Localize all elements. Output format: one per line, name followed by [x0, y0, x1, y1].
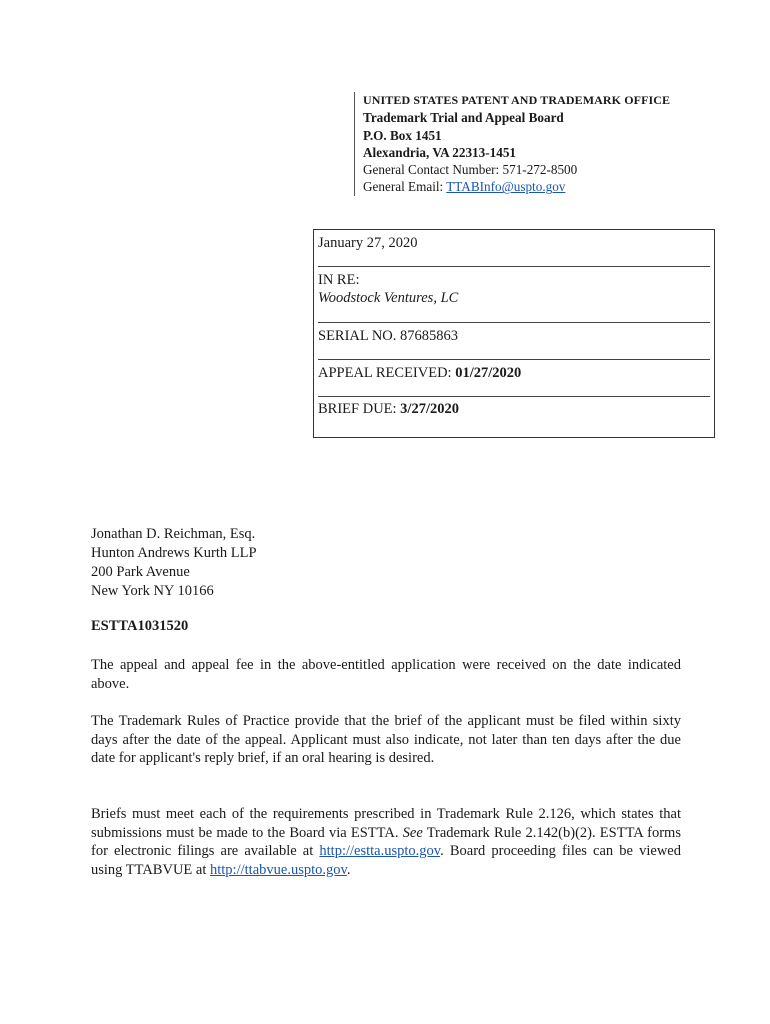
office-name: UNITED STATES PATENT AND TRADEMARK OFFICE: [363, 93, 671, 107]
divider: [318, 322, 710, 323]
divider: [318, 266, 710, 267]
po-box: P.O. Box 1451: [363, 127, 442, 143]
brief-due: [318, 400, 710, 418]
brief-label: BRIEF DUE:: [318, 401, 401, 417]
see-text: See: [402, 824, 423, 841]
contact-number: General Contact Number: 571-272-8500: [363, 162, 578, 178]
paragraph-appeal-received: The appeal and appeal fee in the above-entitled application were received on the date indicated above.: [91, 657, 681, 692]
requirements-text-3: . Board proceeding files can be viewed using TTABVUE at: [91, 843, 681, 878]
brief-date: 3/27/2020: [400, 401, 459, 417]
requirements-text: Briefs must meet each of the requirements prescribed in Trademark Rule 2.126, which states that submissions must be made to the Board via ESTTA.: [91, 806, 681, 841]
serial-number: SERIAL NO. 87685863: [318, 328, 459, 344]
in-re-label: IN RE:: [318, 272, 360, 288]
city-line: Alexandria, VA 22313-1451: [363, 144, 517, 160]
recipient-name: Jonathan D. Reichman, Esq.: [91, 526, 256, 542]
letterhead: [354, 92, 670, 196]
letter-date: January 27, 2020: [318, 235, 418, 251]
email-link[interactable]: TTABInfo@uspto.gov: [446, 179, 566, 195]
appeal-label: APPEAL RECEIVED:: [318, 365, 456, 381]
divider: [318, 359, 710, 360]
paragraph-requirements: [91, 805, 681, 879]
requirements-text-2: Trademark Rule 2.142(b)(2). ESTTA forms for electronic filings are available at: [91, 824, 681, 860]
requirements-end: .: [346, 861, 351, 878]
recipient-city: New York NY 10166: [91, 583, 214, 599]
recipient-firm: Hunton Andrews Kurth LLP: [91, 545, 257, 561]
appeal-date: 01/27/2020: [455, 365, 522, 381]
paragraph-brief-deadline: The Trademark Rules of Practice provide that the brief of the applicant must be filed within sixty days after the date of the appeal. Applicant must also indicate, not later than ten days after the due date for applicant's reply brief, if an oral hearing is desired.: [91, 713, 681, 767]
recipient-street: 200 Park Avenue: [91, 564, 190, 580]
appeal-received: [318, 364, 710, 382]
ttabvue-link[interactable]: http://ttabvue.uspto.gov: [210, 861, 347, 878]
applicant-name: Woodstock Ventures, LC: [318, 290, 459, 306]
divider: [318, 396, 710, 397]
board-name: Trademark Trial and Appeal Board: [363, 110, 564, 126]
email-line: [363, 178, 670, 195]
email-label: General Email:: [363, 179, 447, 195]
estta-link[interactable]: http://estta.uspto.gov: [319, 843, 441, 860]
case-info-box: [313, 229, 715, 438]
estta-reference: ESTTA1031520: [91, 618, 189, 634]
recipient-address: [91, 525, 257, 601]
